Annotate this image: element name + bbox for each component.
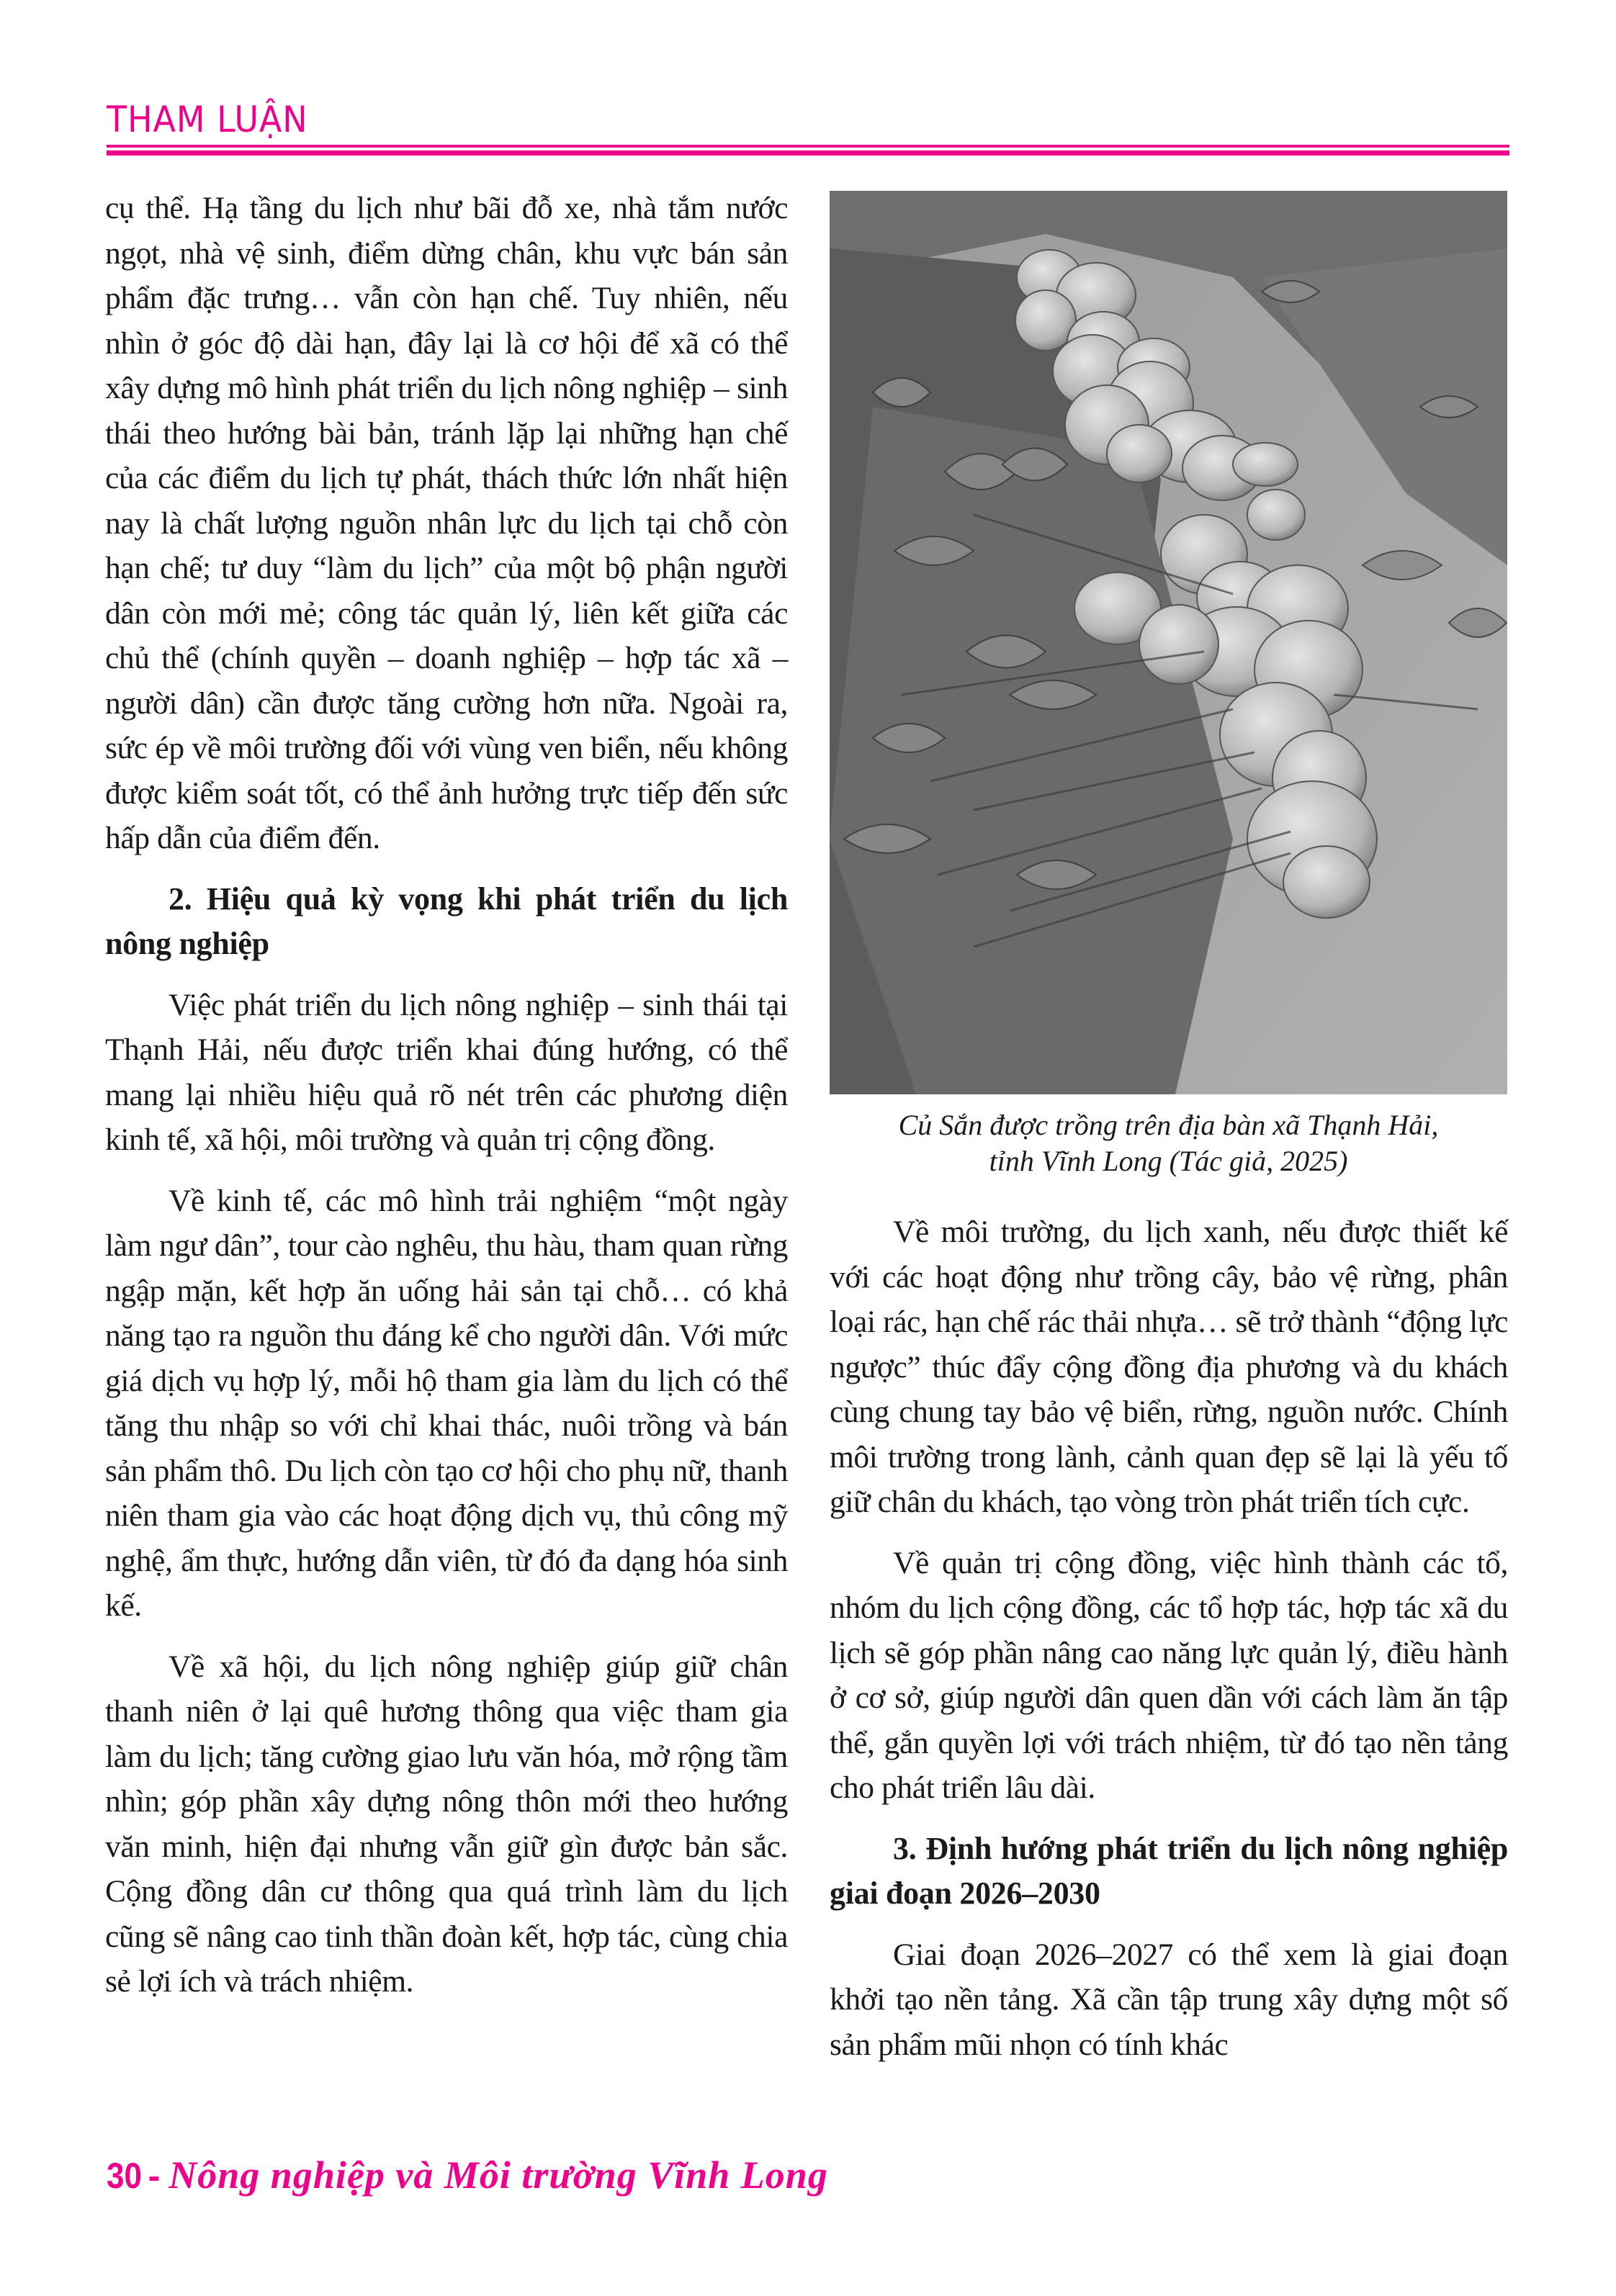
figure-photo	[830, 191, 1507, 1094]
section-heading-3: 3. Định hướng phát triển du lịch nông nghiệp giai đoạn 2026–2030	[830, 1830, 1508, 1911]
left-column	[105, 186, 788, 2020]
page-footer	[107, 2153, 828, 2203]
paragraph: Việc phát triển du lịch nông nghiệp – sinh thái tại Thạnh Hải, nếu được triển khai đúng hướng, có thể mang lại nhiều hiệu quả rõ nét trên các phương diện kinh tế, xã hội, môi trường và quản trị cộng đồng.	[105, 987, 788, 1157]
right-column	[830, 1210, 1508, 2083]
figure-caption	[830, 1107, 1507, 1179]
publication-name: Nông nghiệp và Môi trường Vĩnh Long	[169, 2153, 828, 2197]
footer-separator: -	[148, 2156, 161, 2196]
section-heading-2: 2. Hiệu quả kỳ vọng khi phát triển du lịch nông nghiệp	[105, 881, 788, 961]
paragraph: Về môi trường, du lịch xanh, nếu được thiết kế với các hoạt động như trồng cây, bảo vệ rừng, phân loại rác, hạn chế rác thải nhựa… sẽ trở thành “động lực ngược” thúc đẩy cộng đồng địa phương và du khách cùng chung tay bảo vệ biển, rừng, nguồn nước. Chính môi trường trong lành, cảnh quan đẹp sẽ lại là yếu tố giữ chân du khách, tạo vòng tròn phát triển tích cực.	[830, 1215, 1508, 1519]
paragraph: Giai đoạn 2026–2027 có thể xem là giai đoạn khởi tạo nền tảng. Xã cần tập trung xây dựng một số sản phẩm mũi nhọn có tính khác	[830, 1937, 1508, 2062]
caption-line-2: tỉnh Vĩnh Long (Tác giả, 2025)	[989, 1145, 1348, 1177]
caption-line-1: Củ Sắn được trồng trên địa bàn xã Thạnh Hải,	[898, 1109, 1439, 1141]
paragraph: Về xã hội, du lịch nông nghiệp giúp giữ chân thanh niên ở lại quê hương thông qua việc tham gia làm du lịch; tăng cường giao lưu văn hóa, mở rộng tầm nhìn; góp phần xây dựng nông thôn mới theo hướng văn minh, hiện đại nhưng vẫn giữ gìn được bản sắc. Cộng đồng dân cư thông qua quá trình làm du lịch cũng sẽ nâng cao tinh thần đoàn kết, hợp tác, cùng chia sẻ lợi ích và trách nhiệm.	[105, 1649, 788, 1999]
header-rule-thin	[107, 145, 1509, 148]
paragraph: Về kinh tế, các mô hình trải nghiệm “một ngày làm ngư dân”, tour cào nghêu, thu hàu, tham quan rừng ngập mặn, kết hợp ăn uống hải sản tại chỗ… có khả năng tạo ra nguồn thu đáng kể cho người dân. Với mức giá dịch vụ hợp lý, mỗi hộ tham gia làm du lịch có thể tăng thu nhập so với chỉ khai thác, nuôi trồng và bán sản phẩm thô. Du lịch còn tạo cơ hội cho phụ nữ, thanh niên tham gia vào các hoạt động dịch vụ, thủ công mỹ nghệ, ẩm thực, hướng dẫn viên, từ đó đa dạng hóa sinh kế.	[105, 1183, 788, 1623]
paragraph: cụ thể. Hạ tầng du lịch như bãi đỗ xe, nhà tắm nước ngọt, nhà vệ sinh, điểm dừng chân, khu vực bán sản phẩm đặc trưng… vẫn còn hạn chế. Tuy nhiên, nếu nhìn ở góc độ dài hạn, đây lại là cơ hội để xã có thể xây dựng mô hình phát triển du lịch nông nghiệp – sinh thái theo hướng bài bản, tránh lặp lại những hạn chế của các điểm du lịch tự phát, thách thức lớn nhất hiện nay là chất lượng nguồn nhân lực du lịch tại chỗ còn hạn chế; tư duy “làm du lịch” của một bộ phận người dân còn mới mẻ; công tác quản lý, liên kết giữa các chủ thể (chính quyền – doanh nghiệp – hợp tác xã – người dân) cần được tăng cường hơn nữa. Ngoài ra, sức ép về môi trường đối với vùng ven biển, nếu không được kiểm soát tốt, có thể ảnh hưởng trực tiếp đến sức hấp dẫn của điểm đến.	[105, 191, 788, 855]
header-rule-thick	[107, 150, 1509, 156]
section-header-title: THAM LUẬN	[107, 99, 308, 140]
paragraph: Về quản trị cộng đồng, việc hình thành các tổ, nhóm du lịch cộng đồng, các tổ hợp tác, hợp tác xã du lịch sẽ góp phần nâng cao năng lực quản lý, điều hành ở cơ sở, giúp người dân quen dần với cách làm ăn tập thể, gắn quyền lợi với trách nhiệm, từ đó tạo nền tảng cho phát triển lâu dài.	[830, 1545, 1508, 1805]
page-number: 30	[107, 2156, 142, 2196]
